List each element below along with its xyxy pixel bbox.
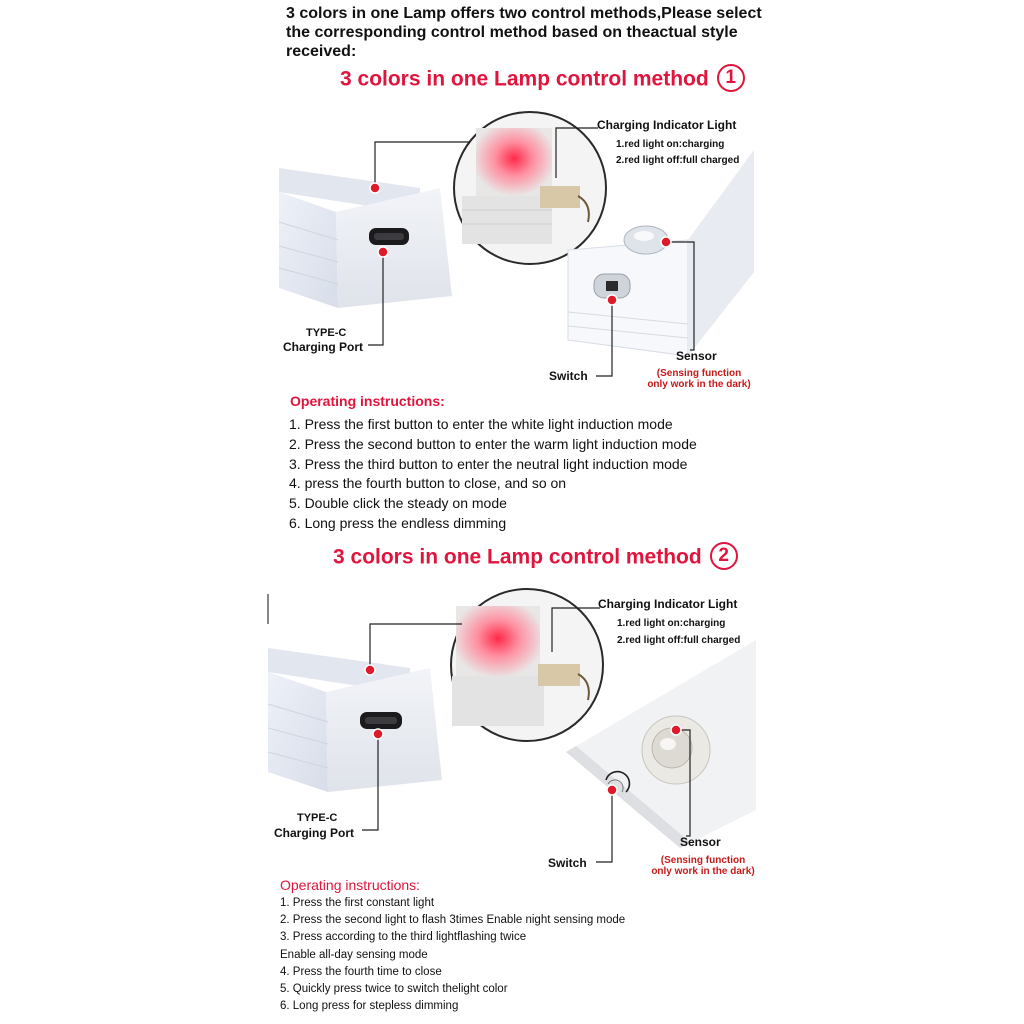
- m2-ops-list: [280, 895, 625, 1015]
- m2-indicator-title: Charging Indicator Light: [598, 597, 738, 611]
- list-item: Enable all-day sensing mode: [280, 948, 428, 961]
- list-item: 4. press the fourth button to close, and so on: [289, 475, 567, 492]
- intro-text: 3 colors in one Lamp offers two control methods,Please select the corresponding control method based on theactual style received:: [286, 5, 762, 60]
- m2-sensor-note-2: only work in the dark): [651, 866, 755, 877]
- m1-ops-title: Operating instructions:: [290, 393, 445, 409]
- m1-sensor-label: Sensor: [676, 349, 717, 363]
- method2-number-badge: 2: [710, 542, 738, 570]
- m2-switch-dot: [607, 785, 617, 795]
- list-item: 4. Press the fourth time to close: [280, 965, 442, 978]
- m1-switch-dot: [607, 295, 617, 305]
- m1-indicator-title: Charging Indicator Light: [597, 118, 737, 132]
- list-item: 5. Double click the steady on mode: [289, 495, 507, 512]
- method1-title-text: 3 colors in one Lamp control method: [340, 67, 709, 91]
- m1-lamp-left: [279, 168, 452, 308]
- m2-port-label-2: Charging Port: [274, 826, 354, 840]
- m2-port-dot: [373, 729, 383, 739]
- m1-sensor-dot: [661, 237, 671, 247]
- list-item: 1. Press the first constant light: [280, 897, 435, 909]
- m2-port-label-1: TYPE-C: [297, 812, 338, 824]
- m1-sensor-note-1: (Sensing function: [656, 368, 742, 379]
- m2-sensor-dot: [671, 725, 681, 735]
- m1-port-dot: [378, 247, 388, 257]
- m1-sensor-note: [642, 368, 756, 390]
- method1-number-badge: 1: [717, 64, 745, 92]
- m2-switch-label: Switch: [548, 856, 587, 870]
- m1-sensor-note-2: only work in the dark): [647, 379, 751, 390]
- method2-title: [333, 544, 738, 572]
- m1-indicator-magnifier: [454, 112, 606, 264]
- m1-ops-list: [289, 415, 697, 534]
- list-item: 3. Press the third button to enter the neutral light induction mode: [289, 455, 688, 472]
- m2-ops-title: Operating instructions:: [280, 877, 421, 893]
- m1-indicator-line2: 2.red light off:full charged: [616, 155, 740, 166]
- m1-indicator-dot: [370, 183, 380, 193]
- m2-indicator-line2: 2.red light off:full charged: [617, 635, 741, 646]
- m1-port-label-1: TYPE-C: [306, 327, 347, 339]
- list-item: 2. Press the second light to flash 3times Enable night sensing mode: [280, 914, 626, 927]
- m2-indicator-dot: [365, 665, 375, 675]
- m2-sensor-label: Sensor: [680, 835, 721, 849]
- list-item: 6. Long press for stepless dimming: [280, 1000, 459, 1013]
- list-item: 6. Long press the endless dimming: [289, 514, 507, 531]
- method2-title-text: 3 colors in one Lamp control method: [333, 545, 702, 569]
- list-item: 3. Press according to the third lightflashing twice: [280, 931, 527, 944]
- m2-indicator-line1: 1.red light on:charging: [617, 618, 726, 629]
- m2-sensor-note-1: (Sensing function: [660, 855, 746, 866]
- m2-indicator-magnifier: [451, 589, 603, 741]
- list-item: 5. Quickly press twice to switch thelight color: [280, 983, 508, 996]
- m1-switch-label: Switch: [549, 369, 588, 383]
- m1-indicator-line1: 1.red light on:charging: [616, 139, 725, 150]
- list-item: 1. Press the first button to enter the white light induction mode: [289, 416, 673, 432]
- m2-sensor-note: [646, 855, 760, 877]
- list-item: 2. Press the second button to enter the warm light induction mode: [289, 435, 697, 452]
- m1-port-label-2: Charging Port: [283, 340, 363, 354]
